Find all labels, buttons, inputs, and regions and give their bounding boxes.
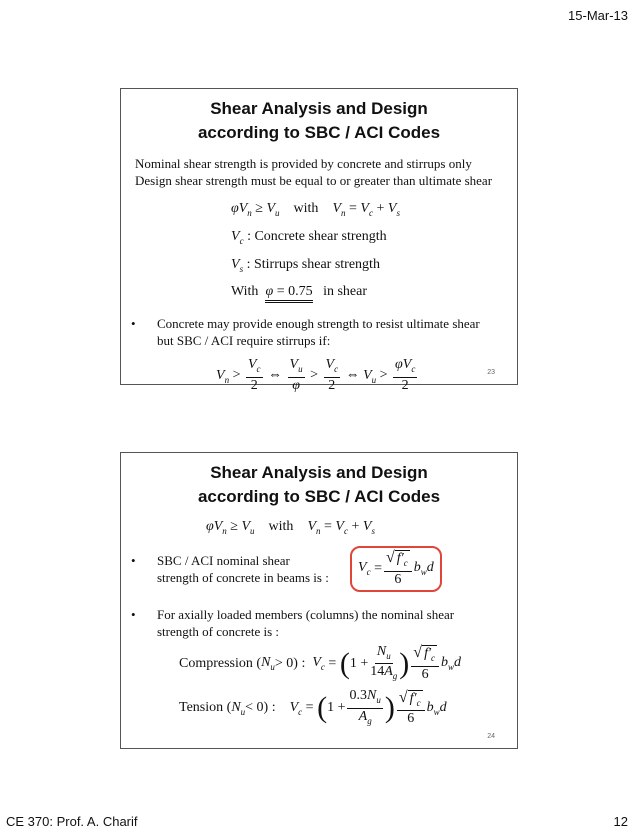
with-word: with: [293, 201, 319, 216]
slide-page-number: 24: [487, 733, 495, 740]
footer-page-number: 12: [613, 814, 628, 829]
vs-definition: $V_s$ : Stirrups shear strength: [231, 256, 380, 274]
slide-page-number: 23: [487, 369, 495, 376]
beam-shear-bullet: • SBC / ACI nominal shear strength of concrete in beams is : $V_c$ = √ $f'_c$ 6 $b_wd$: [131, 546, 517, 592]
slide-23: [120, 88, 518, 394]
title-line-2: according to SBC / ACI Codes: [197, 123, 441, 142]
tension-equation: Tension ( $N_u$ < 0) : $V_c$ = ( 1 + $\frac{0.3N_u}{A_g}$ ) √ $f'_c$ 6 $b_wd$: [179, 688, 447, 727]
column-shear-bullet: • For axially loaded members (columns) the nominal shear strength of concrete is :: [131, 606, 517, 640]
equation-phi-vn: $\varphi V_n \ge V_u$ with $V_n = V_c + V_s$: [206, 519, 375, 536]
title-line-1: Shear Analysis and Design: [210, 463, 428, 482]
equation-phi-vn: $\varphi V_n \ge V_u$ with $V_n = V_c + V_s$: [231, 201, 400, 218]
phi-value-line: With φ = 0.75 in shear: [231, 280, 517, 303]
slide-title: [121, 97, 517, 145]
vc-definition: $V_c$ : Concrete shear strength: [231, 228, 387, 246]
intro-line-1: Nominal shear strength is provided by concrete and stirrups only: [135, 156, 472, 171]
header-date: 15-Mar-13: [568, 8, 628, 23]
compression-equation: Compression ( $N_u$ > 0) : $V_c$ = ( 1 + $\frac{N_u}{14A_g}$ ) √ $f'_c$ 6 $b_wd$: [179, 643, 462, 682]
stirrup-requirement-bullet: • Concrete may provide enough strength to resist ultimate shear but SBC / ACI require stirrups if:: [131, 315, 517, 349]
equation-block: [231, 197, 517, 303]
slide-title: [121, 461, 517, 509]
stirrup-condition-equation: $V_n$ > $\frac{V_c}{2}$ ⇔ $\frac{V_u}{\varphi}$ > $\frac{V_c}{2}$ ⇔ $V_u$ > $\frac{\varphi V_c}{2}$: [216, 357, 416, 394]
title-line-1: Shear Analysis and Design: [210, 99, 428, 118]
slide-24: [120, 452, 518, 749]
footer-course: CE 370: Prof. A. Charif: [6, 814, 138, 829]
intro-line-2: Design shear strength must be equal to or greater than ultimate shear: [135, 173, 493, 188]
highlighted-vc-formula: $V_c$ = √ $f'_c$ 6 $b_wd$: [350, 546, 442, 592]
intro-text: [135, 155, 517, 189]
title-line-2: according to SBC / ACI Codes: [197, 487, 441, 506]
